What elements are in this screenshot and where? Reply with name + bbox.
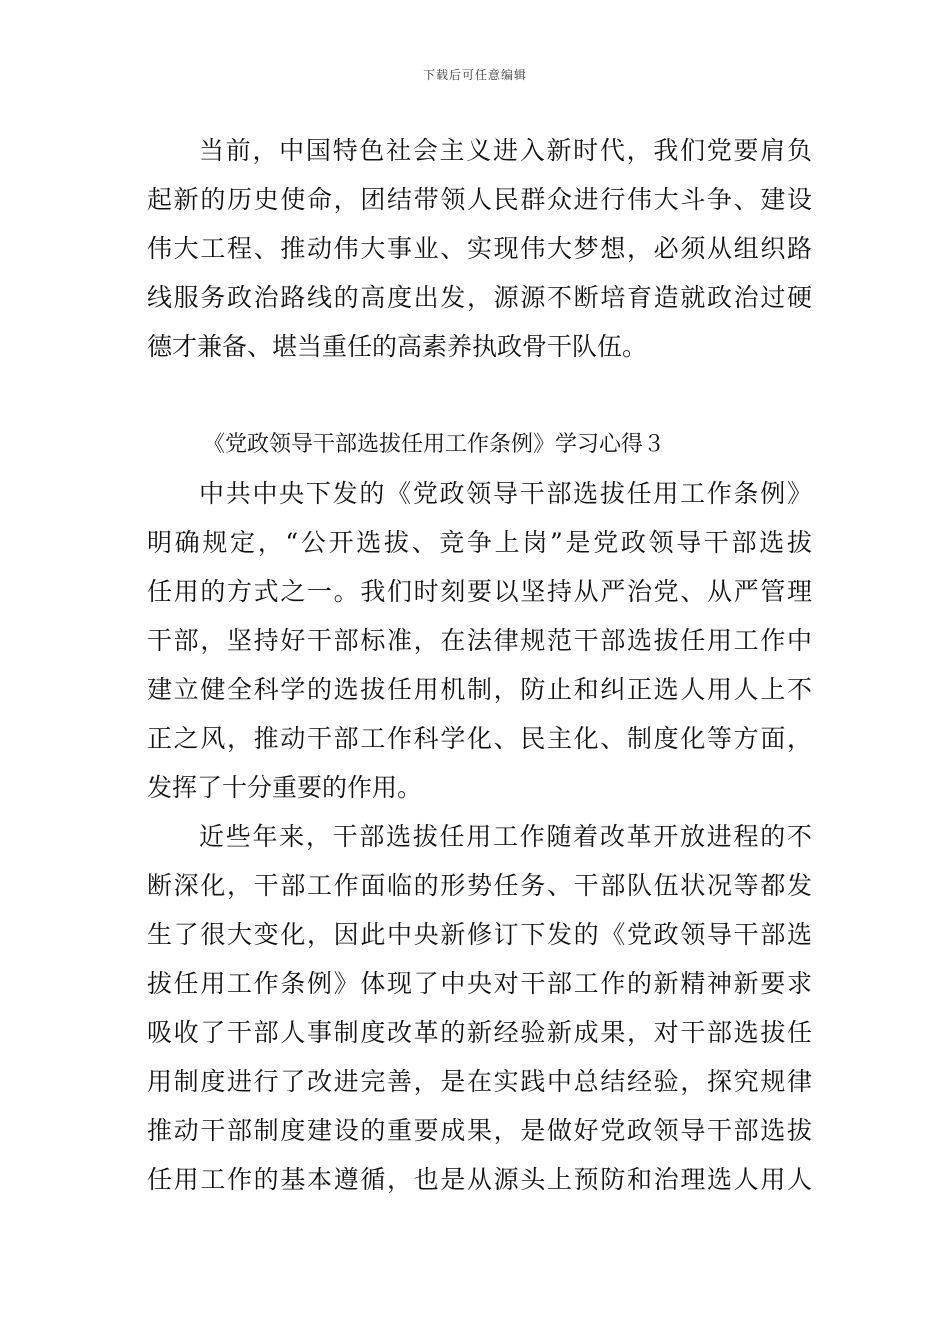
paragraph-line: 线服务政治路线的高度出发，源源不断培育造就政治过硬 — [147, 283, 812, 312]
section-gap — [147, 371, 812, 420]
paragraph-line: 任用工作的基本遵循，也是从源头上预防和治理选人用人 — [147, 1165, 812, 1194]
paragraph-line: 发挥了十分重要的作用。 — [147, 773, 423, 802]
section-heading: 《党政领导干部选拔任用工作条例》学习心得３ — [203, 432, 666, 457]
document-body — [147, 126, 812, 1204]
paragraph-line: 吸收了干部人事制度改革的新经验新成果，对干部选拔任 — [147, 1018, 812, 1047]
paragraph-line: 推动干部制度建设的重要成果，是做好党政领导干部选拔 — [147, 1116, 812, 1145]
paragraph-line: 伟大工程、推动伟大事业、实现伟大梦想，必须从组织路 — [147, 234, 812, 263]
paragraph-line: 建立健全科学的选拔任用机制，防止和纠正选人用人上不 — [147, 675, 812, 704]
paragraph-line: 当前，中国特色社会主义进入新时代，我们党要肩负 — [199, 136, 812, 165]
paragraph-line: 任用的方式之一。我们时刻要以坚持从严治党、从严管理 — [147, 577, 812, 606]
paragraph-line: 断深化，干部工作面临的形势任务、干部队伍状况等都发 — [147, 871, 812, 900]
paragraph-line: 干部，坚持好干部标准，在法律规范干部选拔任用工作中 — [147, 626, 812, 655]
paragraph-line: 拔任用工作条例》体现了中央对干部工作的新精神新要求 — [147, 969, 812, 998]
paragraph-line: 中共中央下发的《党政领导干部选拔任用工作条例》 — [199, 479, 812, 508]
paragraph-line: 生了很大变化，因此中央新修订下发的《党政领导干部选 — [147, 920, 812, 949]
paragraph-line: 德才兼备、堪当重任的高素养执政骨干队伍。 — [147, 332, 648, 361]
header-note: 下载后可任意编辑 — [422, 68, 527, 82]
paragraph-line: 用制度进行了改进完善，是在实践中总结经验，探究规律 — [147, 1067, 812, 1096]
paragraph-line: 近些年来，干部选拔任用工作随着改革开放进程的不 — [199, 822, 812, 851]
paragraph-line: 正之风，推动干部工作科学化、民主化、制度化等方面， — [147, 724, 812, 753]
paragraph-line: 明确规定，“公开选拔、竞争上岗”是党政领导干部选拔 — [147, 528, 812, 557]
paragraph-line: 起新的历史使命，团结带领人民群众进行伟大斗争、建设 — [147, 185, 812, 214]
